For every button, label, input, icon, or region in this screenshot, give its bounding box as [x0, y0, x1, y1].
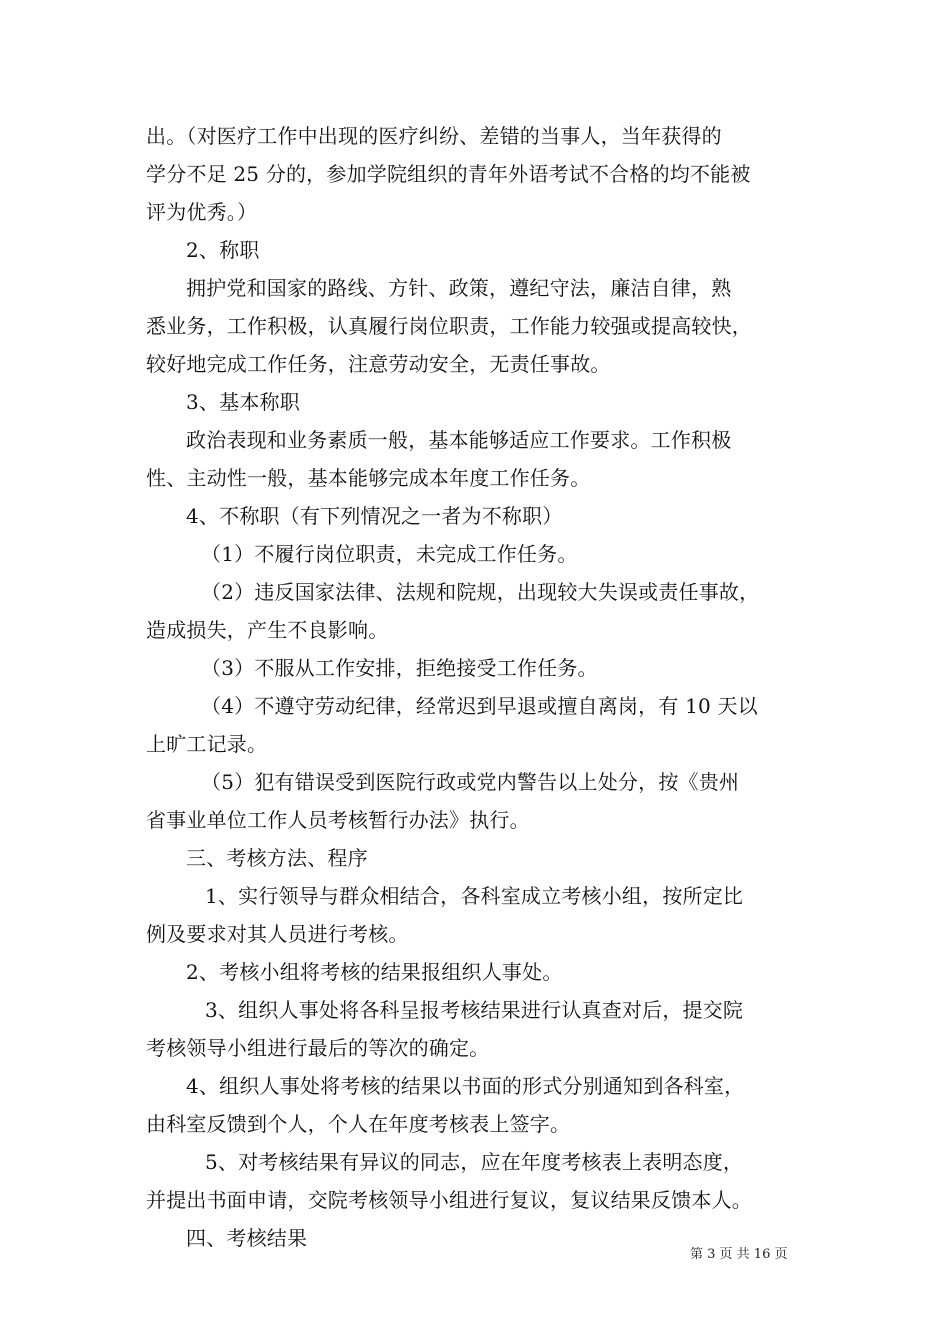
list-item-line: 4、组织人事处将考核的结果以书面的形式分别通知到各科室， [186, 1074, 745, 1098]
list-item-line: （5）犯有错误受到医院行政或党内警告以上处分，按《贵州 [201, 770, 740, 794]
body-text-line: 悉业务，工作积极，认真履行岗位职责，工作能力较强或提高较快， [146, 314, 752, 338]
list-item-line: 3、组织人事处将各科呈报考核结果进行认真查对后，提交院 [205, 998, 744, 1022]
list-item-line: 考核领导小组进行最后的等次的确定。 [146, 1036, 490, 1060]
list-item-line: （1）不履行岗位职责，未完成工作任务。 [201, 542, 578, 566]
list-item-line: 造成损失，产生不良影响。 [146, 618, 389, 642]
list-item-line: （3）不服从工作安排，拒绝接受工作任务。 [201, 656, 598, 680]
list-item-line: 上旷工记录。 [146, 732, 268, 756]
body-text-line: 政治表现和业务素质一般，基本能够适应工作要求。工作积极 [186, 428, 732, 452]
body-text-line: 性、主动性一般，基本能够完成本年度工作任务。 [146, 466, 591, 490]
list-item-line: 例及要求对其人员进行考核。 [146, 922, 409, 946]
list-item-line: 并提出书面申请，交院考核领导小组进行复议，复议结果反馈本人。 [146, 1188, 752, 1212]
body-text-line: 学分不足 25 分的，参加学院组织的青年外语考试不合格的均不能被 [146, 162, 751, 186]
list-item-line: （4）不遵守劳动纪律，经常迟到早退或擅自离岗，有 10 天以 [201, 694, 758, 718]
section-heading: 3、基本称职 [186, 390, 300, 414]
section-heading: 2、称职 [186, 238, 260, 262]
body-text-line: 较好地完成工作任务，注意劳动安全，无责任事故。 [146, 352, 611, 376]
section-heading: 四、考核结果 [186, 1226, 308, 1250]
list-item-line: 1、实行领导与群众相结合，各科室成立考核小组，按所定比 [205, 884, 744, 908]
body-text-line: 出。（对医疗工作中出现的医疗纠纷、差错的当事人，当年获得的 [146, 124, 722, 148]
list-item-line: 省事业单位工作人员考核暂行办法》执行。 [146, 808, 530, 832]
body-text-line: 评为优秀。） [146, 200, 258, 224]
section-heading: 三、考核方法、程序 [186, 846, 368, 870]
body-text-line: 拥护党和国家的路线、方针、政策，遵纪守法，廉洁自律，熟 [186, 276, 732, 300]
list-item-line: 2、考核小组将考核的结果报组织人事处。 [186, 960, 563, 984]
list-item-line: 由科室反馈到个人，个人在年度考核表上签字。 [146, 1112, 571, 1136]
page-number-footer: 第 3 页 共 16 页 [690, 1247, 788, 1262]
section-heading: 4、不称职（有下列情况之一者为不称职） [186, 504, 563, 528]
list-item-line: （2）违反国家法律、法规和院规，出现较大失误或责任事故， [201, 580, 760, 604]
list-item-line: 5、对考核结果有异议的同志，应在年度考核表上表明态度， [205, 1150, 744, 1174]
